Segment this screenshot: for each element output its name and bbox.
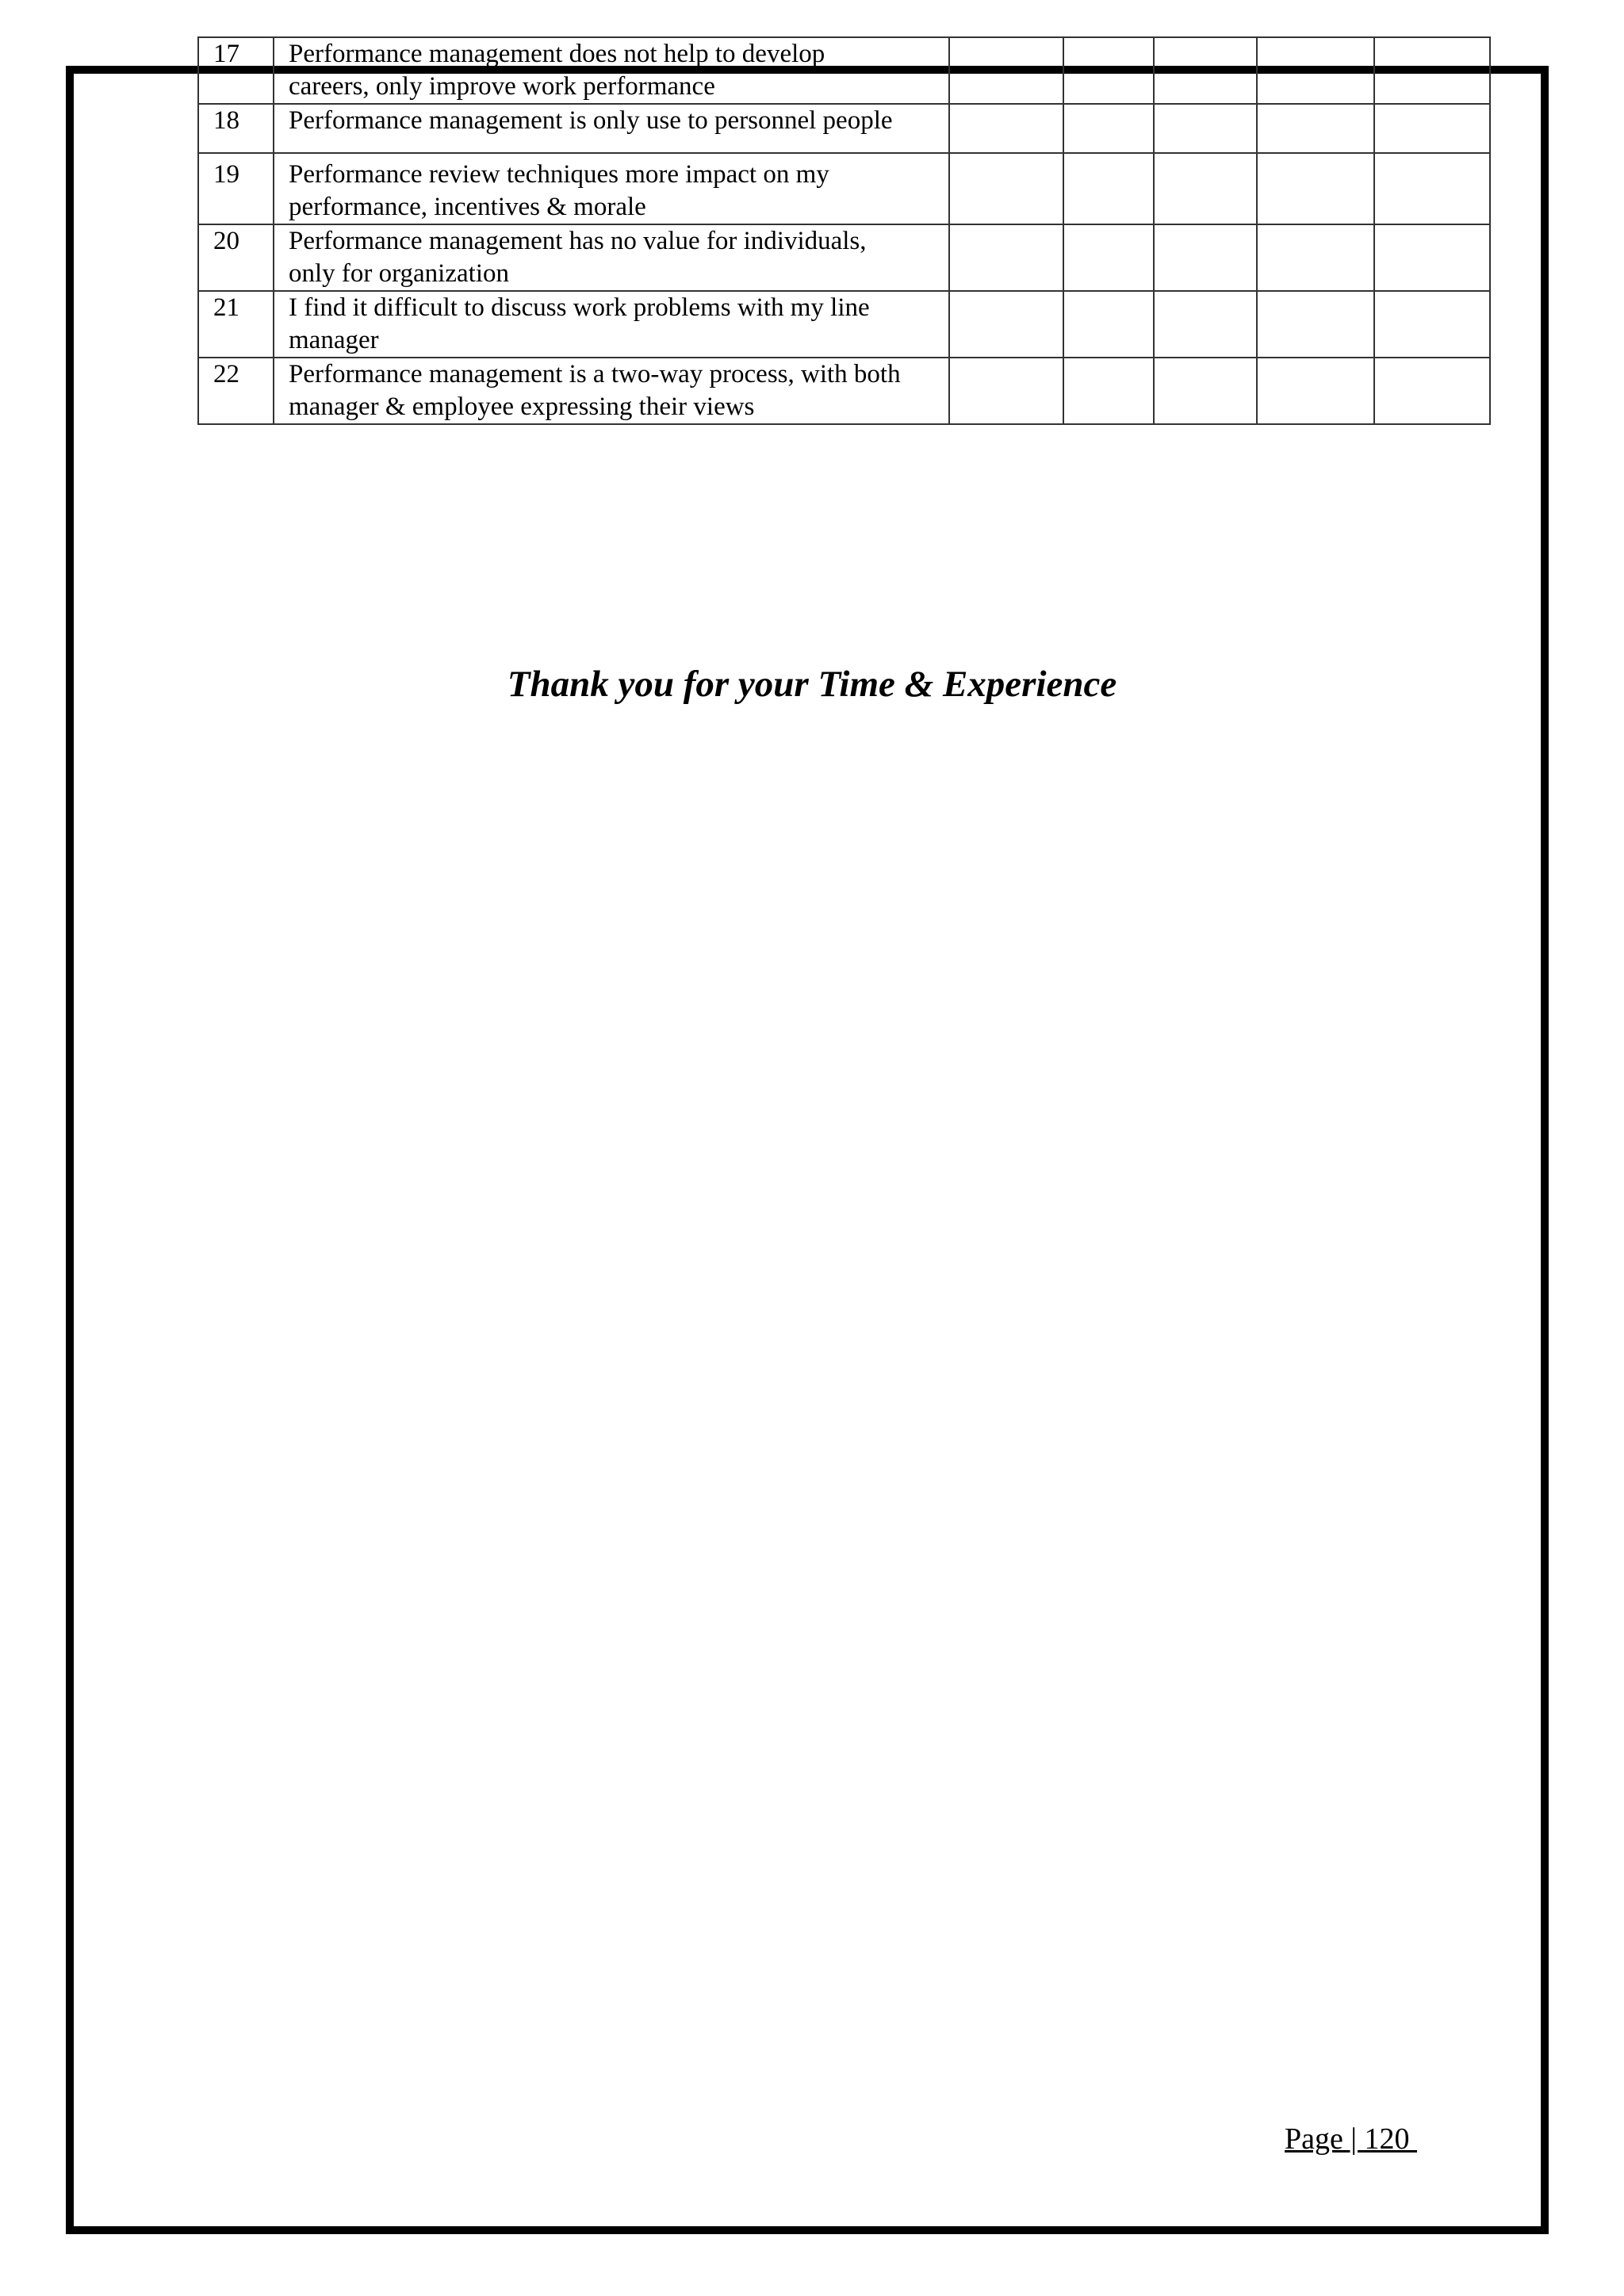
rating-cell[interactable] <box>1374 358 1490 424</box>
rating-cell[interactable] <box>1154 358 1257 424</box>
survey-table <box>197 36 1491 425</box>
rating-cell[interactable] <box>1063 291 1154 358</box>
rating-cell[interactable] <box>1063 37 1154 104</box>
rating-cell[interactable] <box>1154 224 1257 291</box>
statement-line: Performance management has no value for individuals, <box>289 227 867 255</box>
rating-cell[interactable] <box>1374 224 1490 291</box>
rating-cell[interactable] <box>1154 104 1257 153</box>
row-number: 19 <box>198 153 274 224</box>
page-number: Page | 120 <box>1285 2122 1417 2156</box>
rating-cell[interactable] <box>949 153 1063 224</box>
row-number: 21 <box>198 291 274 358</box>
row-number: 17 <box>198 37 274 104</box>
rating-cell[interactable] <box>1154 291 1257 358</box>
rating-cell[interactable] <box>949 104 1063 153</box>
rating-cell[interactable] <box>1374 153 1490 224</box>
rating-cell[interactable] <box>1063 104 1154 153</box>
table-row <box>198 37 1490 104</box>
rating-cell[interactable] <box>1257 153 1374 224</box>
statement-line: Performance management does not help to develop <box>289 40 825 68</box>
rating-cell[interactable] <box>949 358 1063 424</box>
statement-line: I find it difficult to discuss work problems with my line <box>289 293 870 322</box>
row-statement <box>274 358 949 424</box>
row-number: 22 <box>198 358 274 424</box>
row-number: 20 <box>198 224 274 291</box>
row-statement <box>274 37 949 104</box>
statement-line: Performance management is a two-way process, with both <box>289 360 901 388</box>
rating-cell[interactable] <box>1374 37 1490 104</box>
row-statement <box>274 291 949 358</box>
rating-cell[interactable] <box>1257 224 1374 291</box>
row-statement <box>274 104 949 153</box>
rating-cell[interactable] <box>1257 37 1374 104</box>
statement-line: Performance management is only use to personnel people <box>289 106 893 135</box>
table-row <box>198 358 1490 424</box>
table-row <box>198 153 1490 224</box>
rating-cell[interactable] <box>1063 358 1154 424</box>
statement-line: Performance review techniques more impact on my <box>289 160 829 189</box>
statement-line: manager & employee expressing their views <box>289 392 755 421</box>
closing-message: Thank you for your Time & Experience <box>507 664 1117 705</box>
rating-cell[interactable] <box>1374 104 1490 153</box>
rating-cell[interactable] <box>1257 291 1374 358</box>
rating-cell[interactable] <box>1374 291 1490 358</box>
rating-cell[interactable] <box>1257 104 1374 153</box>
statement-line: performance, incentives & morale <box>289 193 646 221</box>
rating-cell[interactable] <box>1063 153 1154 224</box>
row-statement <box>274 153 949 224</box>
table-row <box>198 224 1490 291</box>
rating-cell[interactable] <box>1154 153 1257 224</box>
rating-cell[interactable] <box>949 291 1063 358</box>
rating-cell[interactable] <box>1154 37 1257 104</box>
rating-cell[interactable] <box>949 224 1063 291</box>
rating-cell[interactable] <box>1063 224 1154 291</box>
rating-cell[interactable] <box>949 37 1063 104</box>
table-row <box>198 104 1490 153</box>
statement-line: only for organization <box>289 259 509 288</box>
row-number: 18 <box>198 104 274 153</box>
statement-line: careers, only improve work performance <box>289 72 715 101</box>
rating-cell[interactable] <box>1257 358 1374 424</box>
statement-line: manager <box>289 326 379 354</box>
table-row <box>198 291 1490 358</box>
row-statement <box>274 224 949 291</box>
